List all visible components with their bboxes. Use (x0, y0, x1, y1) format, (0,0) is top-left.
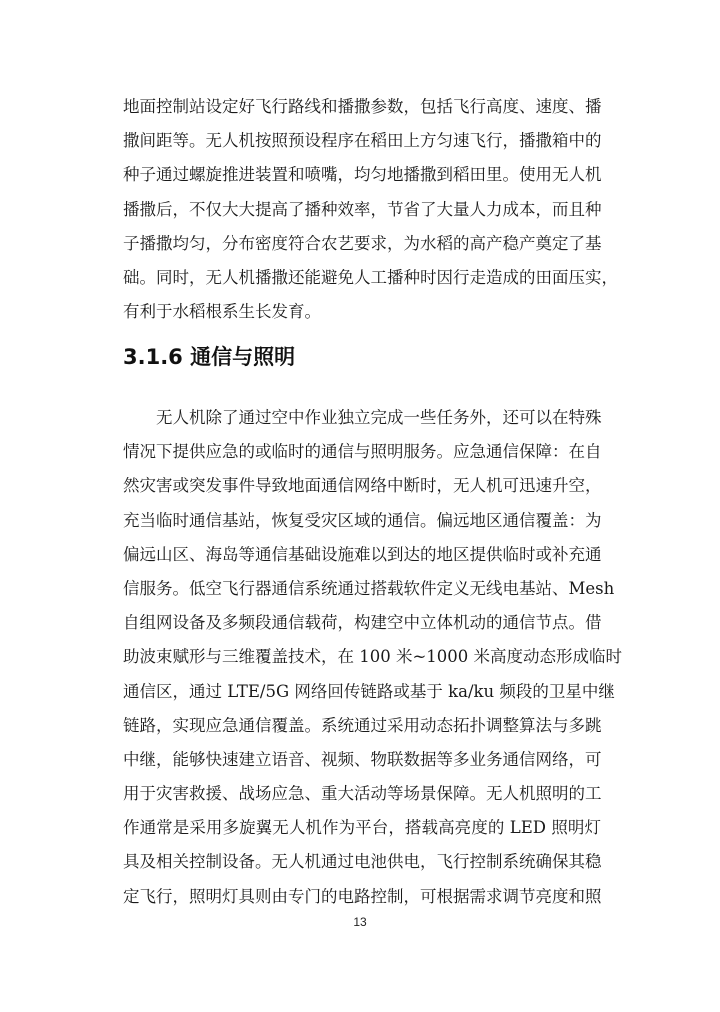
paragraph-line: 充当临时通信基站，恢复受灾区域的通信。偏远地区通信覆盖：为 (123, 510, 602, 530)
section-heading: 3.1.6 通信与照明 (123, 345, 296, 369)
paragraph-line: 播撒后，不仅大大提高了播种效率，节省了大量人力成本，而且种 (123, 199, 602, 219)
page-number: 13 (353, 915, 367, 929)
paragraph-line: 础。同时，无人机播撒还能避免人工播种时因行走造成的田面压实， (123, 267, 618, 287)
paragraph-line: 中继，能够快速建立语音、视频、物联数据等多业务通信网络，可 (123, 749, 602, 769)
paragraph-line: 有利于水稻根系生长发育。 (123, 302, 321, 322)
paragraph-1 (123, 90, 618, 329)
paragraph-line: 情况下提供应急的或临时的通信与照明服务。应急通信保障：在自 (123, 442, 602, 462)
paragraph-line: 地面控制站设定好飞行路线和播撒参数，包括飞行高度、速度、播 (123, 97, 602, 116)
paragraph-line: 种子通过螺旋推进装置和喷嘴，均匀地播撒到稻田里。使用无人机 (123, 165, 602, 185)
paragraph-line: 然灾害或突发事件导致地面通信网络中断时，无人机可迅速升空， (123, 476, 602, 496)
paragraph-line: 作通常是采用多旋翼无人机作为平台，搭载高亮度的 LED 照明灯 (123, 818, 601, 838)
paragraph-line: 具及相关控制设备。无人机通过电池供电，飞行控制系统确保其稳 (123, 852, 602, 872)
paragraph-2 (123, 401, 623, 914)
paragraph-line: 自组网设备及多频段通信载荷，构建空中立体机动的通信节点。借 (123, 613, 602, 633)
paragraph-line: 无人机除了通过空中作业独立完成一些任务外，还可以在特殊 (156, 408, 602, 427)
paragraph-line: 偏远山区、海岛等通信基础设施难以到达的地区提供临时或补充通 (123, 544, 602, 564)
paragraph-line: 定飞行，照明灯具则由专门的电路控制，可根据需求调节亮度和照 (123, 886, 602, 906)
paragraph-line: 撒间距等。无人机按照预设程序在稻田上方匀速飞行，播撒箱中的 (123, 131, 602, 151)
paragraph-line: 子播撒均匀，分布密度符合农艺要求，为水稻的高产稳产奠定了基 (123, 233, 602, 253)
paragraph-line: 用于灾害救援、战场应急、重大活动等场景保障。无人机照明的工 (123, 784, 602, 804)
paragraph-line: 链路，实现应急通信覆盖。系统通过采用动态拓扑调整算法与多跳 (123, 715, 602, 735)
paragraph-line: 助波束赋形与三维覆盖技术，在 100 米~1000 米高度动态形成临时 (123, 647, 623, 667)
paragraph-line: 通信区，通过 LTE/5G 网络回传链路或基于 ka/ku 频段的卫星中继 (123, 681, 615, 701)
paragraph-line: 信服务。低空飞行器通信系统通过搭载软件定义无线电基站、Mesh (123, 578, 615, 598)
